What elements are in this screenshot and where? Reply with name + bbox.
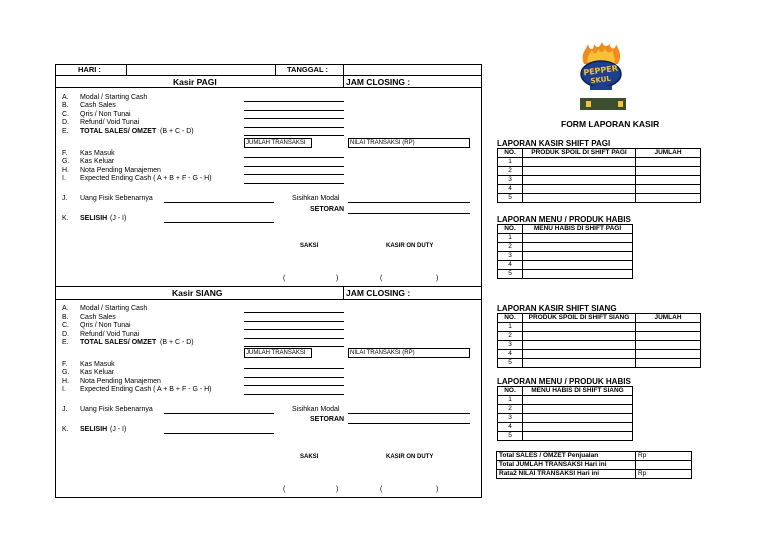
habis-pagi-header-menu: MENU HABIS DI SHIFT PAGI [523,225,633,234]
row-number: 1 [498,158,523,167]
siang-label-g: Kas Keluar [80,369,115,376]
cell[interactable] [523,405,633,414]
siang-saksi-paren-close: ) [336,486,339,493]
pagi-code-k: K. [62,215,69,222]
pagi-code-e: E. [62,128,69,135]
pagi-label-h: Nota Pending Manajemen [80,167,161,174]
header-vline [126,64,127,75]
siang-title-divider [55,299,482,300]
summary-label-omzet: Total SALES / OMZET Penjualan [497,452,636,461]
siang-line-h[interactable] [244,385,344,386]
siang-code-b: B. [62,314,69,321]
pagi-title: Kasir PAGI [173,77,217,87]
table-row [498,167,701,176]
cell[interactable] [523,261,633,270]
habis-pagi-header-no: NO. [498,225,523,234]
siang-nilai-transaksi: NILAI TRANSAKSI (RP) [350,350,415,356]
table-row [498,432,633,441]
siang-line-g[interactable] [244,377,344,378]
header-vline [343,64,344,75]
siang-title-vline [343,286,344,299]
pagi-selisih-note: (J - I) [110,215,127,222]
table-row [498,261,633,270]
siang-code-j: J. [62,406,68,413]
row-number: 2 [498,332,523,341]
summary-label-jumlah: Total JUMLAH TRANSAKSI Hari ini [497,461,636,470]
cell[interactable] [636,323,701,332]
pepper-skul-logo [570,42,632,112]
row-number: 3 [498,341,523,350]
pagi-code-i: I. [62,175,66,182]
pagi-label-d: Refund/ Void Tunai [80,119,140,126]
pagi-line-b[interactable] [244,110,344,111]
table-row [498,185,701,194]
header-vline [275,64,276,75]
pagi-line-uang-fisik[interactable] [164,202,274,203]
siang-label-e: TOTAL SALES/ OMZET [80,339,157,346]
siang-kasir-paren-close: ) [436,486,439,493]
pagi-code-g: G. [62,158,70,165]
cell[interactable] [636,332,701,341]
pagi-jam-closing: JAM CLOSING : [346,77,411,87]
cell[interactable] [636,176,701,185]
pagi-line-setoran[interactable] [348,213,470,214]
cell[interactable] [523,270,633,279]
pagi-code-b: B. [62,102,69,109]
logo-text-skul: SKUL [590,74,612,86]
pagi-nilai-transaksi: NILAI TRANSAKSI (RP) [350,140,415,146]
pagi-code-j: J. [62,195,68,202]
siang-jam-closing: JAM CLOSING : [346,288,411,298]
habis-siang-table [497,386,633,441]
table-row [498,176,701,185]
cell[interactable] [523,359,636,368]
form-title: FORM LAPORAN KASIR [561,119,660,129]
siang-code-k: K. [62,426,69,433]
siang-title: Kasir SIANG [172,288,223,298]
pagi-label-e: TOTAL SALES/ OMZET [80,128,157,135]
cell[interactable] [636,158,701,167]
siang-label-c: Qris / Non Tunai [80,322,131,329]
pagi-line-d[interactable] [244,127,344,128]
summary-value-jumlah[interactable] [636,461,692,470]
siang-sisihkan-modal: Sisihkan Modal [292,406,340,413]
table-row [498,350,701,359]
row-number: 4 [498,350,523,359]
row-number: 5 [498,359,523,368]
siang-note-e: (B + C - D) [160,339,194,346]
siang-selisih-note: (J - I) [110,426,127,433]
cell[interactable] [523,176,636,185]
pagi-title-vline [343,75,344,87]
summary-value-omzet[interactable]: Rp [636,452,692,461]
cell[interactable] [636,350,701,359]
summary-row-omzet [497,452,692,461]
spoil-siang-table [497,313,701,368]
summary-label-rata: Rata2 NILAI TRANSAKSI Hari ini [497,470,636,479]
pagi-label-i: Expected Ending Cash ( A + B + F - G - H) [80,175,212,182]
pagi-code-a: A. [62,94,69,101]
siang-line-selisih[interactable] [164,433,274,434]
pagi-line-e[interactable] [244,135,344,136]
cell[interactable] [523,414,633,423]
row-number: 2 [498,405,523,414]
habis-pagi-table [497,224,633,279]
spoil-siang-header-no: NO. [498,314,523,323]
siang-line-f[interactable] [244,368,344,369]
pagi-jumlah-transaksi: JUMLAH TRANSAKSI [246,140,306,146]
table-row [498,323,701,332]
pagi-kasir-paren-open: ( [380,275,383,282]
pagi-code-d: D. [62,119,69,126]
siang-jumlah-transaksi: JUMLAH TRANSAKSI [246,350,306,356]
cell[interactable] [523,252,633,261]
cell[interactable] [523,167,636,176]
siang-uang-fisik: Uang Fisik Sebenarnya [80,406,153,413]
pagi-saksi-paren-close: ) [336,275,339,282]
table-row [498,243,633,252]
siang-line-setoran[interactable] [348,423,470,424]
spoil-pagi-table [497,148,701,203]
hari-label: HARI : [78,65,101,74]
cell[interactable] [523,396,633,405]
cell[interactable] [636,359,701,368]
cell[interactable] [523,423,633,432]
table-row [498,158,701,167]
pagi-code-c: C. [62,111,69,118]
siang-code-c: C. [62,322,69,329]
pagi-line-a[interactable] [244,101,344,102]
pagi-saksi: SAKSI [300,243,319,249]
habis-pagi-title: LAPORAN MENU / PRODUK HABIS [497,215,631,224]
siang-label-h: Nota Pending Manajemen [80,378,161,385]
siang-label-f: Kas Masuk [80,361,115,368]
pagi-label-f: Kas Masuk [80,150,115,157]
siang-code-a: A. [62,305,69,312]
siang-code-h: H. [62,378,69,385]
summary-row-jumlah [497,461,692,470]
cell[interactable] [523,323,636,332]
pagi-uang-fisik: Uang Fisik Sebenarnya [80,195,153,202]
table-row [498,194,701,203]
row-number: 1 [498,234,523,243]
row-number: 2 [498,243,523,252]
pagi-line-sisihkan[interactable] [348,202,470,203]
spoil-siang-header-produk: PRODUK SPOIL DI SHIFT SIANG [523,314,636,323]
spoil-pagi-title: LAPORAN KASIR SHIFT PAGI [497,139,611,148]
table-row [498,396,633,405]
siang-line-a[interactable] [244,312,344,313]
siang-selisih: SELISIH [80,426,108,433]
spoil-pagi-header-jumlah: JUMLAH [636,149,701,158]
row-number: 4 [498,185,523,194]
table-row [498,270,633,279]
siang-line-sisihkan[interactable] [348,413,470,414]
pagi-line-c[interactable] [244,118,344,119]
cell[interactable] [523,194,636,203]
pagi-line-selisih[interactable] [164,222,274,223]
cell[interactable] [523,234,633,243]
summary-table [496,451,692,479]
tanggal-label: TANGGAL : [287,65,328,74]
siang-line-d[interactable] [244,338,344,339]
logo-text-pepper: PEPPER [582,63,619,78]
siang-label-d: Refund/ Void Tunai [80,331,140,338]
habis-siang-header-menu: MENU HABIS DI SHIFT SIANG [523,387,633,396]
cell[interactable] [523,350,636,359]
pagi-title-divider [55,87,482,88]
siang-line-b[interactable] [244,321,344,322]
pagi-label-g: Kas Keluar [80,158,115,165]
table-row [498,423,633,432]
spoil-pagi-header-no: NO. [498,149,523,158]
row-number: 1 [498,396,523,405]
siang-label-b: Cash Sales [80,314,116,321]
row-number: 5 [498,432,523,441]
cell[interactable] [523,341,636,350]
pagi-saksi-paren-open: ( [283,275,286,282]
spoil-siang-header-jumlah: JUMLAH [636,314,701,323]
siang-setoran: SETORAN [310,416,345,423]
siang-line-i[interactable] [244,394,344,395]
siang-code-g: G. [62,369,70,376]
table-row [498,359,701,368]
pagi-sisihkan-modal: Sisihkan Modal [292,195,340,202]
siang-saksi-paren-open: ( [283,486,286,493]
spoil-pagi-header-produk: PRODUK SPOIL DI SHIFT PAGI [523,149,636,158]
pagi-kasir-on-duty: KASIR ON DUTY [386,243,434,249]
siang-kasir-paren-open: ( [380,486,383,493]
cell[interactable] [523,158,636,167]
row-number: 2 [498,167,523,176]
table-row [498,332,701,341]
pagi-line-f[interactable] [244,157,344,158]
siang-code-d: D. [62,331,69,338]
cell[interactable] [636,167,701,176]
pagi-label-c: Qris / Non Tunai [80,111,131,118]
pagi-code-f: F. [62,150,68,157]
siang-line-uang-fisik[interactable] [164,413,274,414]
pagi-note-e: (B + C - D) [160,128,194,135]
row-number: 1 [498,323,523,332]
pagi-selisih: SELISIH [80,215,108,222]
siang-code-f: F. [62,361,68,368]
table-row [498,341,701,350]
siang-label-i: Expected Ending Cash ( A + B + F - G - H) [80,386,212,393]
pagi-line-h[interactable] [244,174,344,175]
cell[interactable] [636,194,701,203]
habis-siang-header-no: NO. [498,387,523,396]
pagi-code-h: H. [62,167,69,174]
habis-siang-title: LAPORAN MENU / PRODUK HABIS [497,377,631,386]
cell[interactable] [636,185,701,194]
header-divider [55,75,482,76]
siang-kasir-on-duty: KASIR ON DUTY [386,454,434,460]
pagi-kasir-paren-close: ) [436,275,439,282]
cell[interactable] [636,341,701,350]
table-row [498,252,633,261]
pagi-label-b: Cash Sales [80,102,116,109]
table-row [498,234,633,243]
table-row [498,405,633,414]
row-number: 3 [498,176,523,185]
siang-line-c[interactable] [244,329,344,330]
row-number: 3 [498,414,523,423]
cell[interactable] [523,332,636,341]
pagi-line-g[interactable] [244,166,344,167]
row-number: 4 [498,423,523,432]
pagi-setoran: SETORAN [310,206,345,213]
row-number: 5 [498,270,523,279]
row-number: 3 [498,252,523,261]
siang-code-i: I. [62,386,66,393]
siang-code-e: E. [62,339,69,346]
siang-saksi: SAKSI [300,454,319,460]
cell[interactable] [523,243,633,252]
pagi-line-i[interactable] [244,183,344,184]
row-number: 4 [498,261,523,270]
summary-value-rata[interactable]: Rp [636,470,692,479]
summary-row-rata [497,470,692,479]
pagi-label-a: Modal / Starting Cash [80,94,148,101]
cell[interactable] [523,185,636,194]
table-row [498,414,633,423]
spoil-siang-title: LAPORAN KASIR SHIFT SIANG [497,304,617,313]
siang-line-e[interactable] [244,346,344,347]
siang-label-a: Modal / Starting Cash [80,305,148,312]
cell[interactable] [523,432,633,441]
row-number: 5 [498,194,523,203]
